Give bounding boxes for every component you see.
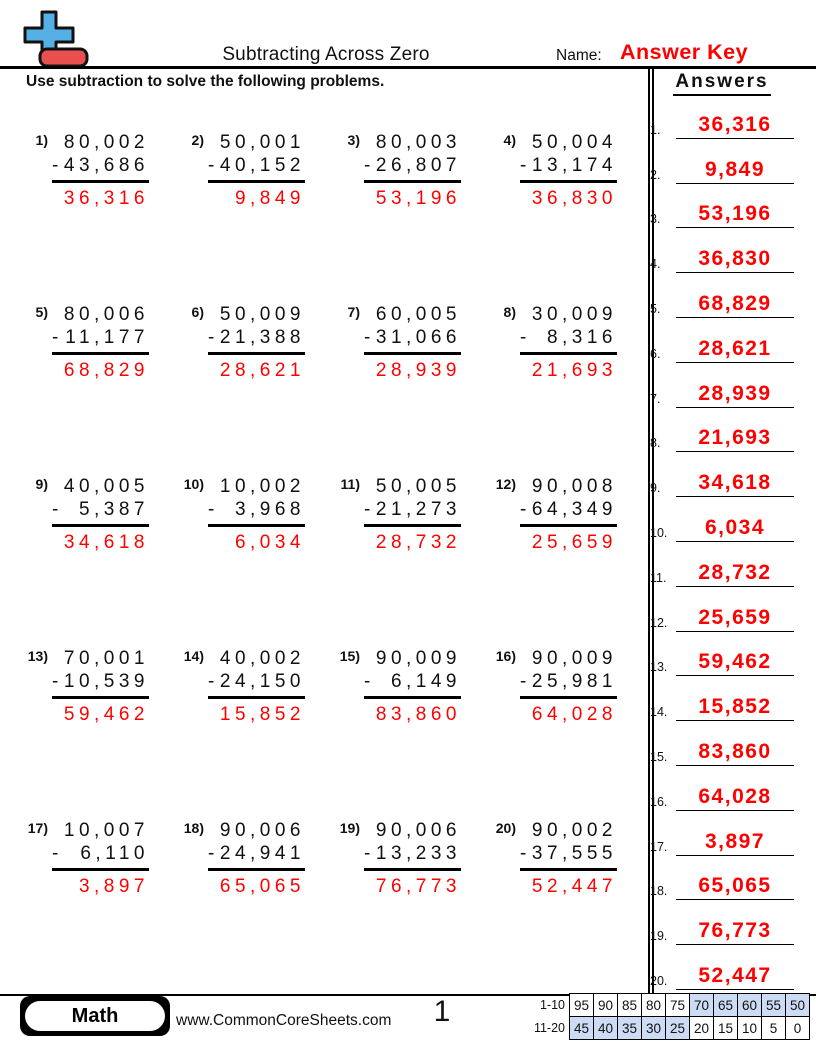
minus-icon — [40, 49, 87, 66]
problem — [182, 647, 338, 819]
problem-number: 18) — [183, 820, 204, 836]
problem-answer: 6,034 — [234, 532, 305, 553]
subtrahend: 26,807 — [375, 155, 461, 176]
page-number: 1 — [433, 995, 451, 1028]
problem-block — [52, 303, 149, 382]
grading-table-body — [531, 994, 810, 1040]
answer-value: 52,447 — [676, 965, 794, 990]
subtrahend-row — [364, 842, 461, 865]
minus-sign: - — [208, 155, 219, 176]
grading-score-cell: 35 — [618, 1017, 642, 1040]
problem — [494, 131, 650, 303]
problem-number: 6) — [191, 304, 204, 320]
answer-number: 10. — [650, 525, 668, 540]
problem-stack — [520, 819, 617, 871]
answer-row — [650, 139, 794, 184]
subtrahend: 8,316 — [546, 327, 617, 348]
answer-value: 9,849 — [676, 159, 794, 184]
problem-block — [520, 131, 617, 210]
problem-block — [52, 475, 149, 554]
grading-score-cell: 20 — [690, 1017, 714, 1040]
problem-number: 12) — [495, 476, 516, 492]
problem-stack — [520, 303, 617, 355]
problem — [182, 819, 338, 991]
problem-number: 9) — [35, 476, 48, 492]
problem-stack — [520, 475, 617, 527]
problem — [338, 819, 494, 991]
grading-score-cell: 90 — [594, 994, 618, 1017]
problem-answer: 34,618 — [63, 532, 149, 553]
answer-row — [650, 766, 794, 811]
answer-row — [650, 721, 794, 766]
minuend: 40,002 — [219, 648, 305, 669]
answer-number: 15. — [650, 749, 668, 764]
minus-sign: - — [208, 843, 219, 864]
subtrahend: 11,177 — [65, 327, 149, 348]
subtrahend: 31,066 — [375, 327, 461, 348]
minuend: 90,002 — [531, 820, 617, 841]
problem-block — [520, 475, 617, 554]
grading-range-label: 1-10 — [539, 998, 565, 1012]
subtrahend-row — [52, 842, 149, 865]
problem-answer: 28,939 — [375, 360, 461, 381]
minuend: 30,009 — [531, 304, 617, 325]
problem — [182, 303, 338, 475]
minuend: 90,009 — [531, 648, 617, 669]
problem-block — [52, 131, 149, 210]
problem-stack — [520, 131, 617, 183]
problem-stack — [52, 303, 149, 355]
answer-number: 4. — [650, 257, 661, 272]
minuend: 80,002 — [63, 132, 149, 153]
problem-block — [520, 303, 617, 382]
answer-value: 28,939 — [676, 383, 794, 408]
problem-number: 2) — [191, 132, 204, 148]
minuend: 10,002 — [219, 476, 305, 497]
answer-value: 59,462 — [676, 651, 794, 676]
problem-stack — [52, 647, 149, 699]
subtrahend: 13,174 — [531, 155, 617, 176]
subtrahend-row — [52, 498, 149, 521]
problems-grid — [26, 131, 650, 991]
problem — [26, 303, 182, 475]
name-label: Name: — [556, 47, 602, 64]
problem-answer: 9,849 — [234, 188, 305, 209]
answers-title: Answers — [673, 71, 770, 96]
grading-score-cell: 70 — [690, 994, 714, 1017]
answer-number: 2. — [650, 167, 661, 182]
grading-score-cell: 5 — [762, 1017, 786, 1040]
problem-block — [520, 819, 617, 898]
subtrahend-row — [520, 670, 617, 693]
answer-value: 28,732 — [676, 562, 794, 587]
instruction-text: Use subtraction to solve the following problems. — [26, 73, 385, 90]
minus-sign: - — [364, 843, 375, 864]
problem-number: 11) — [340, 476, 360, 492]
subtrahend-row — [208, 842, 305, 865]
subject-badge-label: Math — [25, 1001, 165, 1031]
answer-number: 17. — [650, 839, 668, 854]
problem — [182, 131, 338, 303]
problem — [338, 303, 494, 475]
minus-sign: - — [208, 327, 219, 348]
problem-number: 5) — [35, 304, 48, 320]
problem — [26, 819, 182, 991]
problem-stack — [208, 475, 305, 527]
minus-sign: - — [520, 327, 531, 348]
problem — [494, 647, 650, 819]
problem-stack — [208, 819, 305, 871]
problem-answer: 3,897 — [78, 876, 149, 897]
answer-value: 21,693 — [676, 427, 794, 452]
subtrahend: 6,110 — [80, 843, 149, 864]
subtrahend-row — [208, 498, 305, 521]
minus-sign: - — [52, 155, 63, 176]
problem-number: 17) — [27, 820, 48, 836]
grading-score-cell: 55 — [762, 994, 786, 1017]
problem-answer: 64,028 — [531, 704, 617, 725]
grading-score-cell: 75 — [666, 994, 690, 1017]
subtrahend-row — [52, 670, 149, 693]
minus-sign: - — [364, 327, 375, 348]
problem-stack — [364, 819, 461, 871]
problem-number: 19) — [339, 820, 360, 836]
minus-sign: - — [364, 499, 375, 520]
problem-block — [208, 475, 305, 554]
minuend: 50,009 — [219, 304, 305, 325]
problem-stack — [364, 475, 461, 527]
answer-key-value: Answer Key — [620, 40, 749, 64]
answer-row — [650, 542, 794, 587]
problem-number: 13) — [27, 648, 48, 664]
answer-row — [650, 184, 794, 229]
answer-value: 28,621 — [676, 338, 794, 363]
answer-value: 15,852 — [676, 696, 794, 721]
answer-row — [650, 273, 794, 318]
subtrahend-row — [364, 154, 461, 177]
subject-badge — [20, 996, 170, 1036]
problem-number: 8) — [503, 304, 516, 320]
grading-score-cell: 40 — [594, 1017, 618, 1040]
problem-answer: 76,773 — [375, 876, 461, 897]
problem — [26, 131, 182, 303]
answer-row — [650, 94, 794, 139]
subtrahend-row — [520, 498, 617, 521]
minuend: 90,009 — [375, 648, 461, 669]
answer-number: 11. — [650, 570, 667, 585]
answer-number: 7. — [650, 391, 661, 406]
problem-answer: 25,659 — [531, 532, 617, 553]
problem-block — [52, 819, 149, 898]
answer-number: 8. — [650, 436, 661, 451]
problem-number: 20) — [495, 820, 516, 836]
minus-sign: - — [52, 671, 63, 692]
minus-sign: - — [520, 843, 531, 864]
answer-row — [650, 945, 794, 990]
answer-number: 3. — [650, 212, 661, 227]
problem-answer: 65,065 — [219, 876, 305, 897]
problem-block — [52, 647, 149, 726]
problem-number: 1) — [35, 132, 48, 148]
subtrahend: 24,941 — [219, 843, 305, 864]
answer-row — [650, 318, 794, 363]
answers-title-wrap — [650, 71, 794, 96]
answer-row — [650, 811, 794, 856]
minus-sign: - — [52, 843, 63, 864]
problem-answer: 28,732 — [375, 532, 461, 553]
problem-block — [364, 647, 461, 726]
minus-sign: - — [520, 671, 531, 692]
subtrahend-row — [208, 154, 305, 177]
problem-stack — [52, 131, 149, 183]
minuend: 80,003 — [375, 132, 461, 153]
problem-answer: 59,462 — [63, 704, 149, 725]
problem-number: 7) — [347, 304, 360, 320]
minuend: 50,005 — [375, 476, 461, 497]
subtrahend: 5,387 — [78, 499, 149, 520]
minuend: 50,004 — [531, 132, 617, 153]
answer-value: 53,196 — [676, 203, 794, 228]
minus-sign: - — [208, 499, 219, 520]
grading-score-cell: 85 — [618, 994, 642, 1017]
grading-score-cell: 95 — [570, 994, 594, 1017]
problem-stack — [208, 647, 305, 699]
grading-score-cell: 65 — [714, 994, 738, 1017]
answer-row — [650, 497, 794, 542]
answer-number: 13. — [650, 660, 668, 675]
answer-value: 36,316 — [676, 114, 794, 139]
problem — [494, 475, 650, 647]
subtrahend-row — [52, 326, 149, 349]
minuend: 80,006 — [63, 304, 149, 325]
grading-score-cell: 25 — [666, 1017, 690, 1040]
answer-value: 36,830 — [676, 248, 794, 273]
problem-stack — [208, 303, 305, 355]
answer-row — [650, 363, 794, 408]
problem-stack — [364, 131, 461, 183]
minus-sign: - — [208, 671, 219, 692]
answer-row — [650, 228, 794, 273]
problem-number: 16) — [495, 648, 516, 664]
problem — [26, 647, 182, 819]
grading-row — [531, 994, 810, 1017]
minuend: 50,001 — [219, 132, 305, 153]
subtrahend-row — [208, 670, 305, 693]
problem-answer: 15,852 — [219, 704, 305, 725]
answers-list — [650, 94, 794, 990]
subtrahend-row — [208, 326, 305, 349]
answer-value: 83,860 — [676, 741, 794, 766]
minuend: 90,006 — [219, 820, 305, 841]
subtrahend: 25,981 — [531, 671, 617, 692]
minus-sign: - — [520, 499, 531, 520]
problem-block — [364, 475, 461, 554]
answer-value: 76,773 — [676, 920, 794, 945]
minus-sign: - — [364, 155, 375, 176]
problem-answer: 68,829 — [63, 360, 149, 381]
grading-table — [531, 993, 810, 1040]
subtrahend: 24,150 — [219, 671, 305, 692]
problem — [494, 303, 650, 475]
problem-number: 15) — [339, 648, 360, 664]
subtrahend: 21,273 — [375, 499, 461, 520]
problem-stack — [52, 819, 149, 871]
minus-sign: - — [520, 155, 531, 176]
subtrahend-row — [364, 498, 461, 521]
problem-stack — [52, 475, 149, 527]
minus-sign: - — [52, 499, 63, 520]
subtrahend: 40,152 — [219, 155, 305, 176]
subtrahend-row — [364, 670, 461, 693]
minuend: 40,005 — [63, 476, 149, 497]
grading-range-label: 11-20 — [533, 1021, 565, 1035]
minuend: 10,007 — [63, 820, 149, 841]
problem — [182, 475, 338, 647]
problem — [494, 819, 650, 991]
answer-value: 25,659 — [676, 607, 794, 632]
problem-block — [208, 131, 305, 210]
answer-number: 1. — [650, 122, 661, 137]
problem-answer: 52,447 — [531, 876, 617, 897]
subtrahend-row — [520, 842, 617, 865]
subtrahend: 13,233 — [375, 843, 461, 864]
problem — [26, 475, 182, 647]
page-title: Subtracting Across Zero — [222, 44, 430, 65]
grading-score-cell: 10 — [738, 1017, 762, 1040]
answer-value: 65,065 — [676, 875, 794, 900]
grading-score-cell: 80 — [642, 994, 666, 1017]
problem — [338, 475, 494, 647]
problem-stack — [208, 131, 305, 183]
answer-number: 18. — [650, 884, 668, 899]
problem-stack — [520, 647, 617, 699]
problem-answer: 21,693 — [531, 360, 617, 381]
problem-block — [208, 647, 305, 726]
subtrahend-row — [520, 326, 617, 349]
subtrahend: 6,149 — [390, 671, 461, 692]
header-divider — [0, 66, 816, 69]
answer-number: 6. — [650, 346, 661, 361]
answer-value: 6,034 — [676, 517, 794, 542]
subtrahend: 10,539 — [63, 671, 149, 692]
subtrahend-row — [52, 154, 149, 177]
answer-row — [650, 632, 794, 677]
answer-row — [650, 900, 794, 945]
minus-sign: - — [364, 671, 375, 692]
subtrahend: 37,555 — [531, 843, 617, 864]
problem-block — [520, 647, 617, 726]
website-url: www.CommonCoreSheets.com — [176, 1012, 392, 1029]
answer-row — [650, 452, 794, 497]
answer-value: 64,028 — [676, 786, 794, 811]
subtrahend: 64,349 — [531, 499, 617, 520]
problem-answer: 36,316 — [63, 188, 149, 209]
problem-number: 14) — [183, 648, 204, 664]
answer-row — [650, 856, 794, 901]
answer-row — [650, 676, 794, 721]
problem-stack — [364, 647, 461, 699]
grading-row — [531, 1017, 810, 1040]
answer-number: 14. — [650, 705, 668, 720]
answer-number: 5. — [650, 301, 661, 316]
problem — [338, 131, 494, 303]
grading-score-cell: 15 — [714, 1017, 738, 1040]
answer-row — [650, 587, 794, 632]
problem-block — [208, 303, 305, 382]
subtrahend: 21,388 — [219, 327, 305, 348]
grading-score-cell: 45 — [570, 1017, 594, 1040]
subtrahend-row — [520, 154, 617, 177]
answer-number: 19. — [650, 929, 668, 944]
problem-block — [364, 303, 461, 382]
problem-block — [364, 131, 461, 210]
answer-number: 20. — [650, 973, 668, 988]
problem-stack — [364, 303, 461, 355]
grading-score-cell: 0 — [786, 1017, 810, 1040]
minuend: 70,001 — [63, 648, 149, 669]
answer-value: 68,829 — [676, 293, 794, 318]
problem-answer: 53,196 — [375, 188, 461, 209]
problem-block — [208, 819, 305, 898]
minus-sign: - — [52, 327, 63, 348]
problem-number: 10) — [183, 476, 204, 492]
subtrahend-row — [364, 326, 461, 349]
grading-score-cell: 60 — [738, 994, 762, 1017]
answer-value: 34,618 — [676, 472, 794, 497]
problem-answer: 28,621 — [219, 360, 305, 381]
subtrahend: 3,968 — [234, 499, 305, 520]
answer-number: 16. — [650, 794, 668, 809]
problem — [338, 647, 494, 819]
subtrahend: 43,686 — [63, 155, 149, 176]
problem-answer: 83,860 — [375, 704, 461, 725]
answer-value: 3,897 — [676, 831, 794, 856]
answer-number: 9. — [650, 481, 661, 496]
grading-score-cell: 30 — [642, 1017, 666, 1040]
answer-number: 12. — [650, 615, 668, 630]
plus-minus-logo — [22, 10, 90, 70]
problem-block — [364, 819, 461, 898]
minuend: 90,006 — [375, 820, 461, 841]
minuend: 90,008 — [531, 476, 617, 497]
problem-number: 4) — [503, 132, 516, 148]
problem-number: 3) — [347, 132, 360, 148]
answer-row — [650, 408, 794, 453]
grading-score-cell: 50 — [786, 994, 810, 1017]
minuend: 60,005 — [375, 304, 461, 325]
problem-answer: 36,830 — [531, 188, 617, 209]
